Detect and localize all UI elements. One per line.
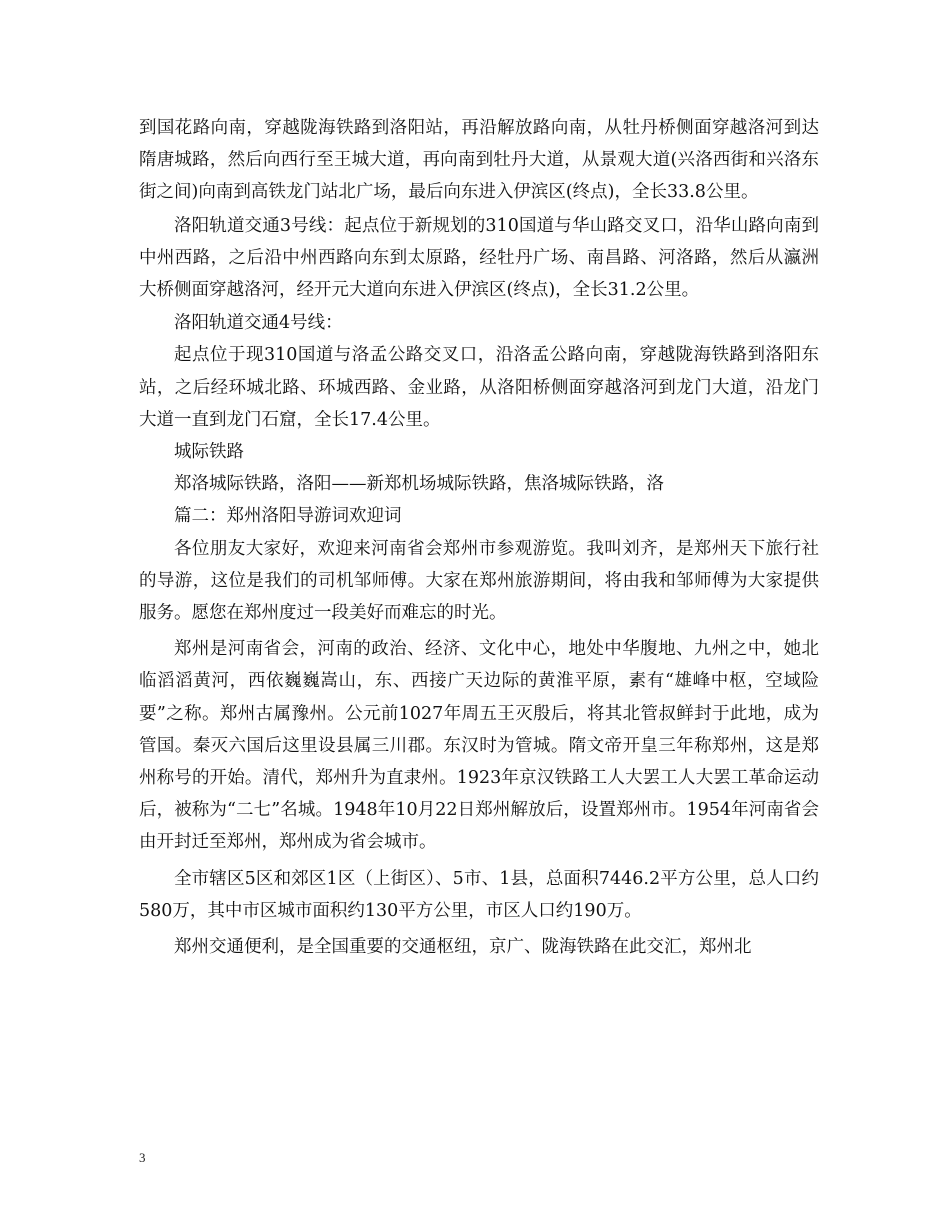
paragraph-intercity-heading: 城际铁路 bbox=[174, 442, 244, 463]
page-number: 3 bbox=[139, 1150, 146, 1165]
document-body bbox=[139, 112, 819, 963]
paragraph-zhengzhou-transport: 郑州交通便利，是全国重要的交通枢纽，京广、陇海铁路在此交汇，郑州北 bbox=[174, 937, 752, 958]
paragraph-line3-route: 洛阳轨道交通3号线：起点位于新规划的310国道与华山路交叉口，沿华山路向南到中州西路，之后沿中州西路向东到太原路，经牡丹广场、南昌路、河洛路，然后从瀛洲大桥侧面穿越洛河，经开元大道向东进入伊滨区(终点)，全长31.2公里。 bbox=[139, 215, 819, 301]
paragraph-welcome: 各位朋友大家好，欢迎来河南省会郑州市参观游览。我叫刘齐，是郑州天下旅行社的导游，这位是我们的司机邹师傅。大家在郑州旅游期间，将由我和邹师傅为大家提供服务。愿您在郑州度过一段美好而难忘的时光。 bbox=[139, 538, 819, 624]
section-heading-part-two: 篇二：郑州洛阳导游词欢迎词 bbox=[174, 506, 402, 527]
paragraph-line2-route: 到国花路向南，穿越陇海铁路到洛阳站，再沿解放路向南，从牡丹桥侧面穿越洛河到达隋唐城路，然后向西行至王城大道，再向南到牡丹大道，从景观大道(兴洛西街和兴洛东街之间)向南到高铁龙门站北广场，最后向东进入伊滨区(终点)，全长33.8公里。 bbox=[139, 118, 819, 203]
paragraph-intercity-lines: 郑洛城际铁路，洛阳——新郑机场城际铁路，焦洛城际铁路，洛 bbox=[174, 474, 664, 495]
paragraph-zhengzhou-history: 郑州是河南省会，河南的政治、经济、文化中心，地处中华腹地、九州之中，她北临滔滔黄河，西依巍巍嵩山，东、西接广天边际的黄淮平原，素有“雄峰中枢，空域险要”之称。郑州古属豫州。公元前1027年周五王灭殷后，将其北管叔鲜封于此地，成为管国。秦灭六国后这里设县属三川郡。东汉时为管城。隋文帝开皇三年称郑州，这是郑州称号的开始。清代，郑州升为直隶州。1923年京汉铁路工人大罢工人大罢工革命运动后，被称为“二七”名城。1948年10月22日郑州解放后，设置郑州市。1954年河南省会由开封迁至郑州，郑州成为省会城市。 bbox=[139, 639, 819, 853]
paragraph-zhengzhou-districts: 全市辖区5区和郊区1区（上街区）、5市、1县，总面积7446.2平方公里，总人口约580万，其中市区城市面积约130平方公里，市区人口约190万。 bbox=[139, 868, 819, 921]
paragraph-line4-route: 起点位于现310国道与洛孟公路交叉口，沿洛孟公路向南，穿越陇海铁路到洛阳东站，之后经环城北路、环城西路、金业路，从洛阳桥侧面穿越洛河到龙门大道，沿龙门大道一直到龙门石窟，全长17.4公里。 bbox=[139, 345, 819, 430]
paragraph-line4-heading: 洛阳轨道交通4号线： bbox=[174, 313, 343, 334]
